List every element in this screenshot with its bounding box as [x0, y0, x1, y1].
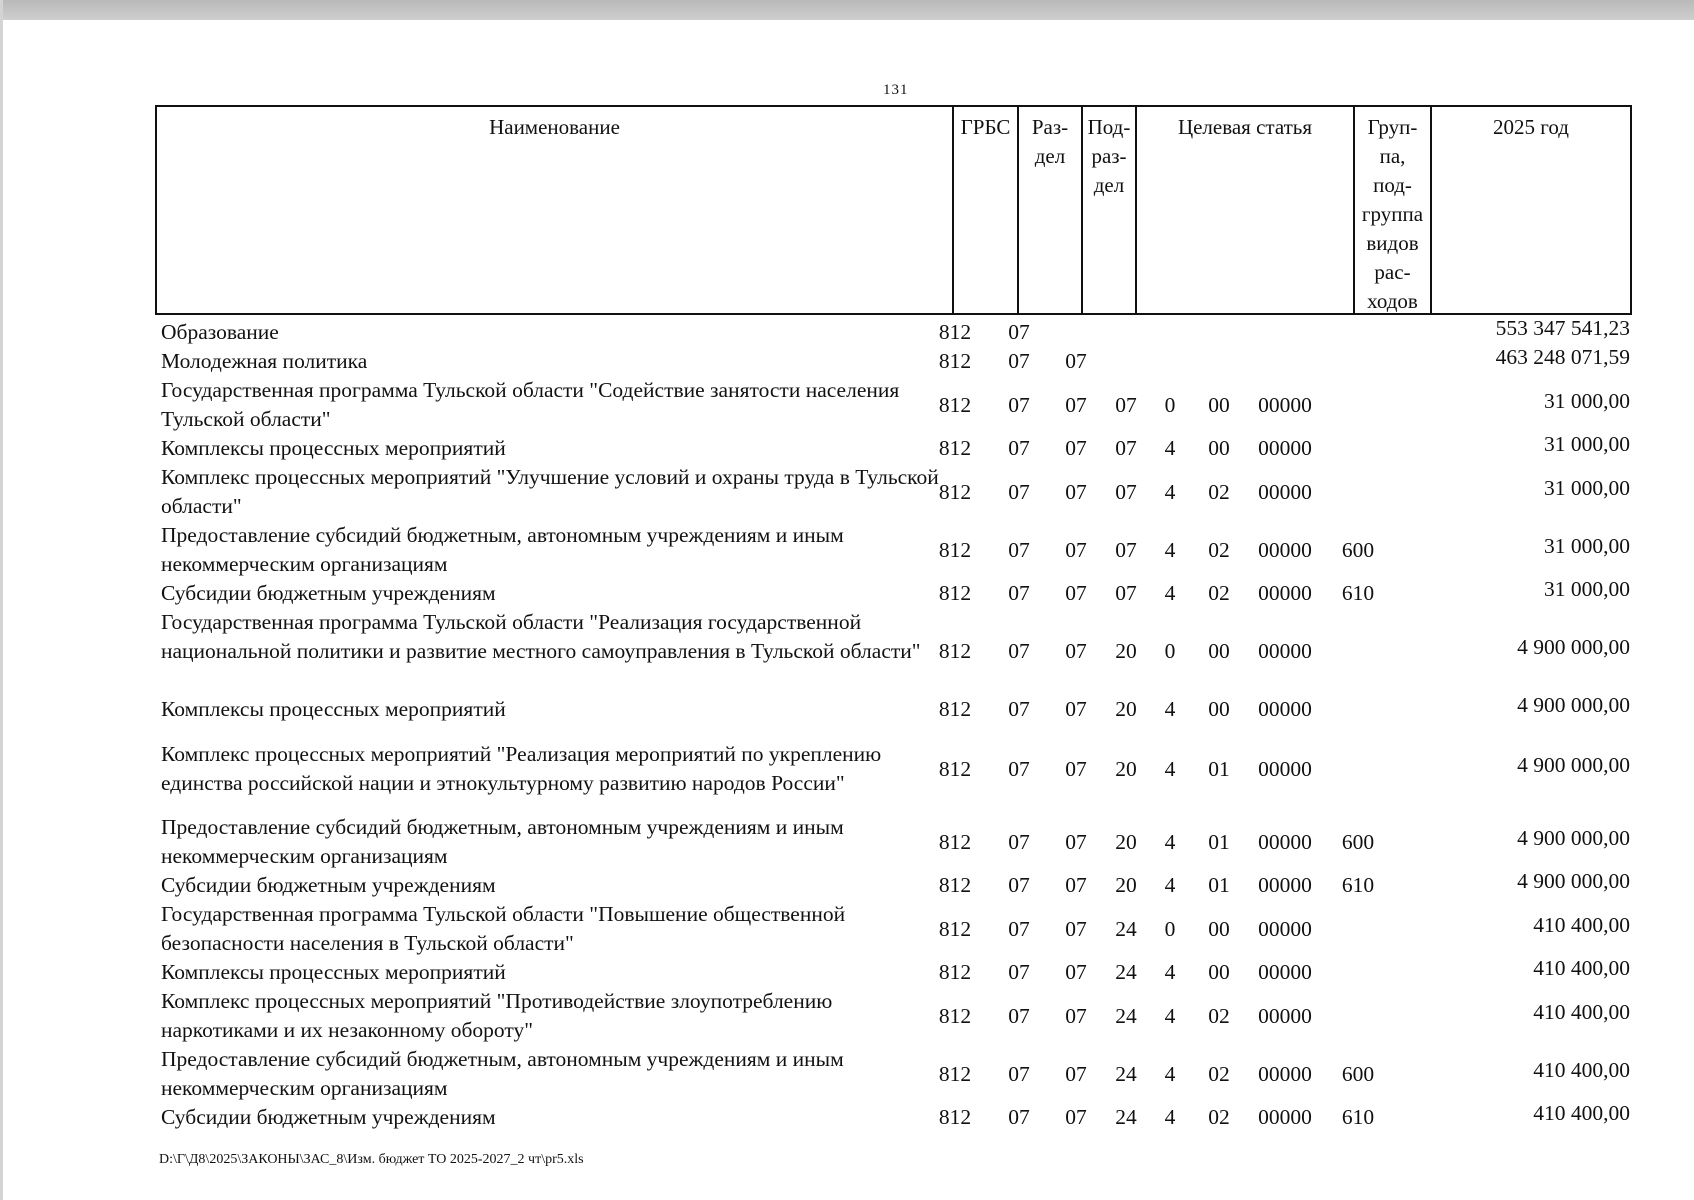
table-row — [0, 987, 1694, 1045]
row-prz: 07 — [1065, 537, 1087, 562]
row-cs4: 00000 — [1258, 1003, 1312, 1028]
row-amount: 4 900 000,00 — [1517, 869, 1630, 893]
row-prz: 07 — [1065, 639, 1087, 663]
table-header — [155, 105, 1632, 315]
row-vr: 600 — [1341, 537, 1375, 562]
header-expense-group: Груп- па, под- группа видов рас- ходов — [1355, 107, 1432, 313]
row-name: Предоставление субсидий бюджетным, автономным учреждениям и иным некоммерческим организациям — [161, 815, 844, 868]
row-prz: 07 — [1065, 916, 1087, 941]
row-amount: 410 400,00 — [1533, 1057, 1630, 1082]
row-cs4: 00000 — [1258, 581, 1312, 605]
row-grbs: 812 — [938, 1105, 972, 1129]
row-rz: 07 — [1008, 537, 1030, 562]
row-cs2: 0 — [1164, 639, 1176, 663]
table-row — [0, 695, 1694, 724]
row-cs3: 00 — [1208, 639, 1230, 663]
row-rz: 07 — [1008, 392, 1030, 417]
row-cs1: 24 — [1115, 960, 1137, 984]
table-row — [0, 740, 1694, 798]
row-name: Комплексы процессных мероприятий — [161, 436, 506, 460]
row-cs4: 00000 — [1258, 639, 1312, 663]
row-prz: 07 — [1065, 349, 1087, 373]
row-amount: 4 900 000,00 — [1517, 752, 1630, 777]
row-amount: 553 347 541,23 — [1495, 316, 1630, 340]
row-amount: 463 248 071,59 — [1495, 345, 1630, 369]
row-prz: 07 — [1065, 1061, 1087, 1086]
row-rz: 07 — [1008, 320, 1030, 344]
row-cs2: 4 — [1164, 697, 1176, 721]
header-name: Наименование — [157, 107, 954, 313]
header-podrazdel: Под- раз- дел — [1083, 107, 1137, 313]
row-name: Государственная программа Тульской области "Повышение общественной безопасности населения в Тульской области" — [161, 902, 846, 955]
row-cs4: 00000 — [1258, 537, 1312, 562]
row-cs3: 01 — [1208, 829, 1230, 854]
row-grbs: 812 — [938, 829, 972, 854]
row-name: Молодежная политика — [161, 349, 368, 373]
row-amount: 4 900 000,00 — [1517, 635, 1630, 659]
row-rz: 07 — [1008, 349, 1030, 373]
row-name: Комплексы процессных мероприятий — [161, 697, 506, 721]
row-cs2: 0 — [1164, 392, 1176, 417]
row-cs4: 00000 — [1258, 960, 1312, 984]
table-row — [0, 521, 1694, 579]
row-grbs: 812 — [938, 873, 972, 897]
row-name: Государственная программа Тульской области "Содействие занятости населения Тульской области" — [161, 378, 900, 431]
table-row — [0, 376, 1694, 434]
row-cs3: 02 — [1208, 581, 1230, 605]
table-row — [0, 434, 1694, 463]
row-cs1: 07 — [1115, 479, 1137, 504]
row-grbs: 812 — [938, 1061, 972, 1086]
row-name: Комплекс процессных мероприятий "Реализация мероприятий по укреплению единства российской нации и этнокультурному развитию народов России" — [161, 742, 882, 795]
row-amount: 31 000,00 — [1544, 388, 1630, 413]
row-cs1: 07 — [1115, 436, 1137, 460]
row-amount: 410 400,00 — [1533, 956, 1630, 980]
row-prz: 07 — [1065, 1105, 1087, 1129]
row-amount: 4 900 000,00 — [1517, 825, 1630, 850]
row-rz: 07 — [1008, 1061, 1030, 1086]
table-row — [0, 579, 1694, 608]
row-vr: 610 — [1341, 581, 1375, 605]
row-cs3: 00 — [1208, 697, 1230, 721]
row-name: Образование — [161, 320, 279, 344]
header-target-article: Целевая статья — [1137, 107, 1355, 313]
row-prz: 07 — [1065, 479, 1087, 504]
row-rz: 07 — [1008, 873, 1030, 897]
row-amount: 31 000,00 — [1544, 475, 1630, 500]
row-rz: 07 — [1008, 1105, 1030, 1129]
row-cs4: 00000 — [1258, 756, 1312, 781]
row-grbs: 812 — [938, 537, 972, 562]
scan-shadow-top — [0, 0, 1694, 20]
row-prz: 07 — [1065, 436, 1087, 460]
row-name: Предоставление субсидий бюджетным, автономным учреждениям и иным некоммерческим организациям — [161, 523, 844, 576]
row-cs2: 4 — [1164, 537, 1176, 562]
row-rz: 07 — [1008, 639, 1030, 663]
table-row — [0, 608, 1694, 695]
row-vr: 610 — [1341, 1105, 1375, 1129]
row-cs4: 00000 — [1258, 697, 1312, 721]
table-row — [0, 347, 1694, 376]
row-vr: 600 — [1341, 829, 1375, 854]
row-grbs: 812 — [938, 349, 972, 373]
row-cs1: 24 — [1115, 1061, 1137, 1086]
row-cs1: 24 — [1115, 1105, 1137, 1129]
header-razdel: Раз- дел — [1019, 107, 1083, 313]
row-cs1: 20 — [1115, 873, 1137, 897]
row-grbs: 812 — [938, 639, 972, 663]
row-name: Государственная программа Тульской области "Реализация государственной национальной политики и развитие местного самоуправления в Тульской области" — [161, 610, 921, 663]
row-rz: 07 — [1008, 581, 1030, 605]
row-grbs: 812 — [938, 479, 972, 504]
row-vr: 600 — [1341, 1061, 1375, 1086]
row-amount: 31 000,00 — [1544, 533, 1630, 558]
table-row — [0, 900, 1694, 958]
row-amount: 31 000,00 — [1544, 577, 1630, 601]
row-name: Комплекс процессных мероприятий "Улучшение условий и охраны труда в Тульской области" — [161, 465, 939, 518]
row-grbs: 812 — [938, 436, 972, 460]
row-cs1: 07 — [1115, 537, 1137, 562]
row-rz: 07 — [1008, 756, 1030, 781]
row-prz: 07 — [1065, 756, 1087, 781]
table-row — [0, 871, 1694, 900]
row-prz: 07 — [1065, 697, 1087, 721]
row-cs2: 4 — [1164, 436, 1176, 460]
row-cs2: 4 — [1164, 581, 1176, 605]
row-cs2: 4 — [1164, 829, 1176, 854]
row-grbs: 812 — [938, 581, 972, 605]
row-cs3: 00 — [1208, 436, 1230, 460]
row-cs3: 02 — [1208, 479, 1230, 504]
row-amount: 31 000,00 — [1544, 432, 1630, 456]
row-name: Комплексы процессных мероприятий — [161, 960, 506, 984]
row-vr: 610 — [1341, 873, 1375, 897]
header-year: 2025 год — [1493, 115, 1569, 139]
row-cs4: 00000 — [1258, 392, 1312, 417]
page-number: 131 — [883, 82, 909, 98]
row-prz: 07 — [1065, 873, 1087, 897]
row-rz: 07 — [1008, 436, 1030, 460]
row-cs2: 4 — [1164, 960, 1176, 984]
row-rz: 07 — [1008, 1003, 1030, 1028]
row-grbs: 812 — [938, 756, 972, 781]
row-cs1: 20 — [1115, 697, 1137, 721]
row-cs4: 00000 — [1258, 916, 1312, 941]
row-rz: 07 — [1008, 479, 1030, 504]
row-cs2: 4 — [1164, 1061, 1176, 1086]
row-cs3: 02 — [1208, 1003, 1230, 1028]
table-row — [0, 958, 1694, 987]
row-rz: 07 — [1008, 960, 1030, 984]
row-cs3: 02 — [1208, 1061, 1230, 1086]
row-prz: 07 — [1065, 581, 1087, 605]
row-grbs: 812 — [938, 1003, 972, 1028]
row-amount: 4 900 000,00 — [1517, 693, 1630, 717]
row-name: Комплекс процессных мероприятий "Противодействие злоупотреблению наркотиками и их незаконному обороту" — [161, 989, 833, 1042]
file-path-footer: D:\Г\Д8\2025\ЗАКОНЫ\ЗАС_8\Изм. бюджет ТО 2025-2027_2 чт\pr5.xls — [159, 1152, 584, 1167]
row-cs4: 00000 — [1258, 873, 1312, 897]
row-rz: 07 — [1008, 829, 1030, 854]
table-row — [0, 1045, 1694, 1103]
row-cs4: 00000 — [1258, 436, 1312, 460]
row-cs4: 00000 — [1258, 479, 1312, 504]
row-cs2: 0 — [1164, 916, 1176, 941]
row-amount: 410 400,00 — [1533, 1101, 1630, 1125]
row-cs1: 20 — [1115, 756, 1137, 781]
row-prz: 07 — [1065, 392, 1087, 417]
row-cs2: 4 — [1164, 1003, 1176, 1028]
row-cs2: 4 — [1164, 873, 1176, 897]
row-rz: 07 — [1008, 697, 1030, 721]
row-grbs: 812 — [938, 916, 972, 941]
row-cs4: 00000 — [1258, 1061, 1312, 1086]
row-cs1: 07 — [1115, 392, 1137, 417]
row-grbs: 812 — [938, 392, 972, 417]
row-rz: 07 — [1008, 916, 1030, 941]
row-prz: 07 — [1065, 829, 1087, 854]
row-cs1: 24 — [1115, 1003, 1137, 1028]
row-cs3: 00 — [1208, 392, 1230, 417]
row-cs3: 02 — [1208, 1105, 1230, 1129]
row-name: Субсидии бюджетным учреждениям — [161, 581, 496, 605]
row-cs2: 4 — [1164, 756, 1176, 781]
row-amount: 410 400,00 — [1533, 912, 1630, 937]
row-name: Предоставление субсидий бюджетным, автономным учреждениям и иным некоммерческим организациям — [161, 1047, 844, 1100]
row-cs4: 00000 — [1258, 1105, 1312, 1129]
row-name: Субсидии бюджетным учреждениям — [161, 873, 496, 897]
row-prz: 07 — [1065, 960, 1087, 984]
row-cs1: 24 — [1115, 916, 1137, 941]
row-cs4: 00000 — [1258, 829, 1312, 854]
row-grbs: 812 — [938, 960, 972, 984]
row-name: Субсидии бюджетным учреждениям — [161, 1105, 496, 1129]
row-cs1: 20 — [1115, 829, 1137, 854]
row-cs2: 4 — [1164, 1105, 1176, 1129]
row-cs3: 02 — [1208, 537, 1230, 562]
row-amount: 410 400,00 — [1533, 999, 1630, 1024]
row-cs3: 01 — [1208, 756, 1230, 781]
table-row — [0, 813, 1694, 871]
row-cs3: 01 — [1208, 873, 1230, 897]
header-grbs: ГРБС — [954, 107, 1019, 313]
row-cs1: 20 — [1115, 639, 1137, 663]
table-row — [0, 1103, 1694, 1132]
row-grbs: 812 — [938, 320, 972, 344]
row-prz: 07 — [1065, 1003, 1087, 1028]
row-cs2: 4 — [1164, 479, 1176, 504]
row-cs1: 07 — [1115, 581, 1137, 605]
row-cs3: 00 — [1208, 916, 1230, 941]
table-row — [0, 463, 1694, 521]
row-cs3: 00 — [1208, 960, 1230, 984]
row-grbs: 812 — [938, 697, 972, 721]
